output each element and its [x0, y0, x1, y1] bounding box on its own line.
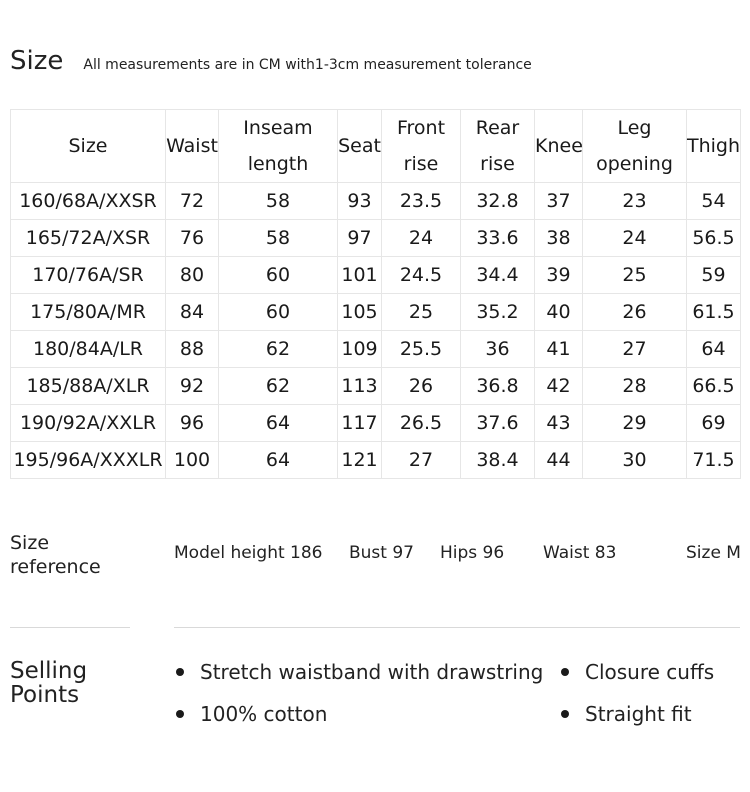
bullet-icon: [561, 710, 569, 718]
table-cell: 195/96A/XXXLR: [11, 442, 166, 479]
column-header: [583, 110, 687, 183]
size-chart-table: [10, 109, 741, 479]
table-cell: 43: [535, 405, 583, 442]
table-cell: 60: [219, 257, 338, 294]
table-cell: 37: [535, 183, 583, 220]
table-row: [11, 368, 741, 405]
column-header: [219, 110, 338, 183]
model-size: Size M: [686, 543, 741, 563]
table-cell: 96: [166, 405, 219, 442]
table-cell: 71.5: [687, 442, 741, 479]
size-title: Size: [10, 46, 64, 76]
table-cell: 170/76A/SR: [11, 257, 166, 294]
bullet-icon: [176, 668, 184, 676]
table-cell: 121: [338, 442, 382, 479]
table-cell: 62: [219, 368, 338, 405]
table-cell: 25: [583, 257, 687, 294]
selling-point-text: Closure cuffs: [585, 660, 715, 684]
table-cell: 42: [535, 368, 583, 405]
selling-point-text: Stretch waistband with drawstring: [200, 660, 544, 684]
table-row: [11, 405, 741, 442]
column-header-text: Seat: [338, 135, 381, 157]
bullet-icon: [176, 710, 184, 718]
bullet-icon: [561, 668, 569, 676]
selling-points-label: [10, 659, 87, 707]
selling-point-item: [176, 702, 327, 726]
table-row: [11, 442, 741, 479]
column-header-text: length: [247, 153, 309, 175]
table-cell: 24.5: [382, 257, 461, 294]
table-cell: 101: [338, 257, 382, 294]
table-cell: 24: [583, 220, 687, 257]
table-cell: 35.2: [461, 294, 535, 331]
table-row: [11, 294, 741, 331]
table-cell: 38: [535, 220, 583, 257]
table-cell: 23.5: [382, 183, 461, 220]
table-row: [11, 220, 741, 257]
table-cell: 38.4: [461, 442, 535, 479]
table-body: [11, 183, 741, 479]
column-header-text: Size: [68, 135, 108, 157]
table-cell: 61.5: [687, 294, 741, 331]
column-header: [11, 110, 166, 183]
column-header-text: rise: [480, 153, 515, 175]
model-waist: Waist 83: [543, 543, 617, 563]
column-header-text: Waist: [166, 135, 218, 157]
measurement-note: All measurements are in CM with1-3cm measurement tolerance: [83, 57, 532, 73]
table-cell: 180/84A/LR: [11, 331, 166, 368]
table-cell: 80: [166, 257, 219, 294]
table-cell: 44: [535, 442, 583, 479]
table-cell: 36.8: [461, 368, 535, 405]
column-header-text: Inseam: [243, 117, 313, 139]
table-cell: 84: [166, 294, 219, 331]
table-cell: 100: [166, 442, 219, 479]
table-header-row: [11, 110, 741, 183]
table-cell: 185/88A/XLR: [11, 368, 166, 405]
table-cell: 29: [583, 405, 687, 442]
table-cell: 34.4: [461, 257, 535, 294]
table-cell: 36: [461, 331, 535, 368]
table-cell: 28: [583, 368, 687, 405]
table-row: [11, 257, 741, 294]
table-cell: 23: [583, 183, 687, 220]
table-cell: 66.5: [687, 368, 741, 405]
selling-point-text: 100% cotton: [200, 702, 328, 726]
table-cell: 26.5: [382, 405, 461, 442]
table-row: [11, 183, 741, 220]
selling-point-text: Straight fit: [585, 702, 692, 726]
table-cell: 92: [166, 368, 219, 405]
table-cell: 60: [219, 294, 338, 331]
table-cell: 40: [535, 294, 583, 331]
table-cell: 93: [338, 183, 382, 220]
selling-point-item: [561, 702, 692, 726]
table-cell: 58: [219, 183, 338, 220]
table-row: [11, 331, 741, 368]
table-cell: 54: [687, 183, 741, 220]
table-cell: 62: [219, 331, 338, 368]
table-cell: 41: [535, 331, 583, 368]
table-cell: 25.5: [382, 331, 461, 368]
column-header-text: Thigh: [687, 135, 741, 157]
table-cell: 64: [687, 331, 741, 368]
column-header-text: opening: [596, 153, 673, 175]
column-header-text: Leg: [617, 117, 652, 139]
size-reference-label-line2: reference: [10, 556, 101, 578]
table-cell: 113: [338, 368, 382, 405]
column-header-text: Knee: [535, 135, 583, 157]
table-cell: 97: [338, 220, 382, 257]
column-header: [382, 110, 461, 183]
table-cell: 109: [338, 331, 382, 368]
table-cell: 27: [583, 331, 687, 368]
selling-point-item: [561, 660, 714, 684]
table-cell: 27: [382, 442, 461, 479]
table-cell: 33.6: [461, 220, 535, 257]
table-cell: 117: [338, 405, 382, 442]
model-height: Model height 186: [174, 543, 323, 563]
selling-points-label-line2: Points: [10, 682, 80, 708]
table-cell: 39: [535, 257, 583, 294]
table-cell: 72: [166, 183, 219, 220]
table-cell: 76: [166, 220, 219, 257]
divider-left: [10, 627, 130, 628]
model-bust: Bust 97: [349, 543, 414, 563]
column-header: [535, 110, 583, 183]
table-cell: 24: [382, 220, 461, 257]
column-header: [687, 110, 741, 183]
table-cell: 175/80A/MR: [11, 294, 166, 331]
column-header: [166, 110, 219, 183]
table-cell: 37.6: [461, 405, 535, 442]
selling-points-label-line1: Selling: [10, 658, 88, 684]
size-reference-label-line1: Size: [10, 532, 50, 554]
table-cell: 160/68A/XXSR: [11, 183, 166, 220]
table-cell: 88: [166, 331, 219, 368]
size-reference-label: [10, 531, 101, 579]
table-cell: 64: [219, 442, 338, 479]
table-cell: 64: [219, 405, 338, 442]
divider-right: [174, 627, 740, 628]
column-header-text: Rear: [475, 117, 520, 139]
model-hips: Hips 96: [440, 543, 505, 563]
table-cell: 25: [382, 294, 461, 331]
size-header: [10, 46, 532, 76]
table-cell: 165/72A/XSR: [11, 220, 166, 257]
table-cell: 105: [338, 294, 382, 331]
column-header: [461, 110, 535, 183]
table-cell: 30: [583, 442, 687, 479]
table-cell: 26: [382, 368, 461, 405]
table-cell: 58: [219, 220, 338, 257]
column-header: [338, 110, 382, 183]
selling-point-item: [176, 660, 543, 684]
table-cell: 59: [687, 257, 741, 294]
table-cell: 56.5: [687, 220, 741, 257]
table-cell: 190/92A/XXLR: [11, 405, 166, 442]
table-cell: 26: [583, 294, 687, 331]
column-header-text: Front: [396, 117, 446, 139]
table-cell: 32.8: [461, 183, 535, 220]
table-cell: 69: [687, 405, 741, 442]
column-header-text: rise: [403, 153, 439, 175]
